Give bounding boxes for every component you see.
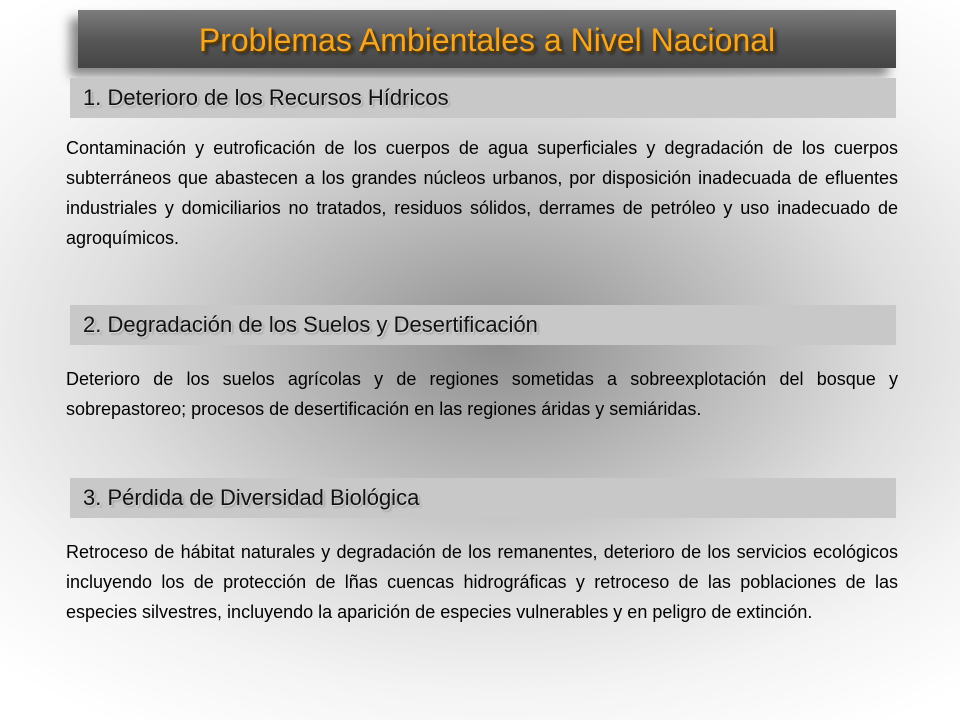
- section-body-water: Contaminación y eutroficación de los cuerpos de agua superficiales y degradación de los cuerpos subterráneos que abastecen a los grandes núcleos urbanos, por disposición inadecuada de efluentes industriales y domiciliarios no tratados, residuos sólidos, derrames de petróleo y uso inadecuado de agroquímicos.: [66, 138, 898, 248]
- section-header-soil: 2. Degradación de los Suelos y Desertificación: [70, 305, 896, 345]
- page-title: Problemas Ambientales a Nivel Nacional: [198, 22, 776, 58]
- title-banner: [78, 10, 896, 68]
- section-header-water: 1. Deterioro de los Recursos Hídricos: [70, 78, 896, 118]
- section-body-biodiversity: Retroceso de hábitat naturales y degradación de los remanentes, deterioro de los servicios ecológicos incluyendo los de protección de lñas cuencas hidrográficas y retroceso de las poblaciones de las especies silvestres, incluyendo la aparición de especies vulnerables y en peligro de extinción.: [66, 542, 898, 622]
- section-body-soil: Deterioro de los suelos agrícolas y de regiones sometidas a sobreexplotación del bosque y sobrepastoreo; procesos de desertificación en las regiones áridas y semiáridas.: [66, 369, 898, 419]
- section-header-biodiversity: 3. Pérdida de Diversidad Biológica: [70, 478, 896, 518]
